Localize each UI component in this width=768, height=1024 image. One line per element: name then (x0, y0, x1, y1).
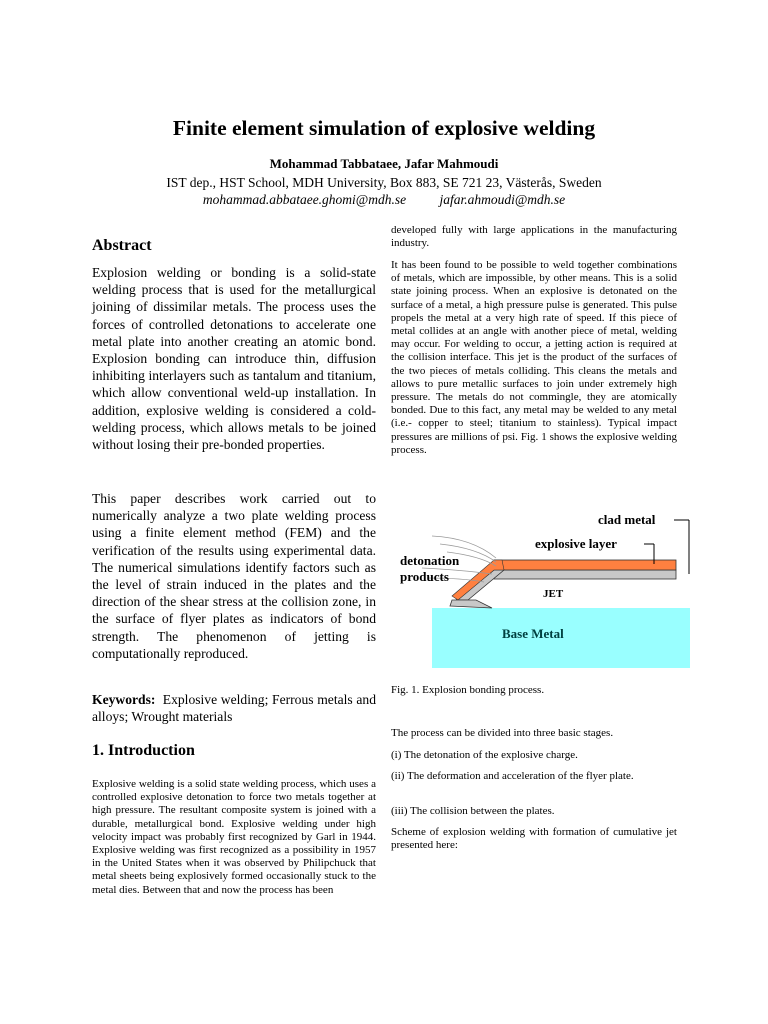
right-paragraph-2: The process can be divided into three basic stages. (391, 727, 614, 739)
introduction-heading-block (92, 742, 376, 760)
jet-wedge (450, 600, 492, 608)
keywords-paragraph (92, 691, 376, 725)
author-affiliation: IST dep., HST School, MDH University, Box 883, SE 721 23, Västerås, Sweden (166, 175, 602, 190)
right-paragraph-4-block (391, 770, 677, 783)
right-paragraph-1: It has been found to be possible to weld together combinations of metals, which are impossible, by other means. This is a solid state joining process. When an explosive is detonated on the surface of a metal, a high pressure pulse is generated. This pulse propels the metal at a very high rate of speed. If this piece of metal collides at an angle with another piece of metal, welding may occur. For welding to occur, a jetting action is required at the collision interface. This jet is the product of the surfaces of the two pieces of metals colliding. This cleans the metals and allows to pure metallic surfaces to join under extremely high pressure. The metals do not commingle, they are atomically bonded. Due to this fact, any metal may be welded to any metal (i.e.- copper to steel; titanium to stainless). Typical impact pressures are millions of psi. Fig. 1 shows the explosive welding process. (391, 259, 677, 456)
abstract-heading: Abstract (92, 237, 152, 254)
explosive-layer-strip (494, 560, 676, 570)
abstract-paragraph-2: This paper describes work carried out to numerically analyze a two plate welding process using a finite element method (FEM) and the verification of the results using experimental data. The numerical simulations identify factors such as the level of strain induced in the plates and the direction of the shear stress at the collision zone, in the surface of flyer plates as indicators of bond strength. The phenomenon of jetting is computationally reproduced. (92, 491, 376, 661)
explosive-layer-bent (452, 560, 504, 600)
abstract-paragraph-1-block (92, 264, 376, 453)
figure-caption: Fig. 1. Explosion bonding process. (391, 684, 545, 696)
right-paragraph-0-block (391, 224, 677, 250)
figure-explosion-bonding (392, 508, 690, 668)
paper-authors: Mohammad Tabbataee, Jafar Mahmoudi (269, 156, 499, 171)
right-paragraph-4: (ii) The deformation and acceleration of the flyer plate. (391, 770, 634, 782)
introduction-heading: 1. Introduction (92, 742, 195, 759)
author-email-1[interactable]: mohammad.abbataee.ghomi@mdh.se (202, 192, 407, 207)
figure-caption-block (391, 684, 677, 697)
right-paragraph-6: Scheme of explosion welding with formation of cumulative jet presented here: (391, 826, 677, 852)
keywords-label: Keywords: (92, 692, 156, 707)
figure-label-explosive-layer: explosive layer (535, 536, 617, 551)
author-emails (0, 192, 768, 208)
figure-label-products: products (400, 569, 449, 584)
right-paragraph-2-block (391, 727, 677, 740)
right-paragraph-6-block (391, 826, 677, 852)
right-paragraph-0: developed fully with large applications in the manufacturing industry. (391, 224, 677, 250)
figure-label-jet: JET (543, 588, 564, 600)
right-paragraph-3: (i) The detonation of the explosive charge. (391, 749, 578, 761)
right-paragraph-1-block (391, 259, 677, 457)
abstract-section (92, 237, 376, 255)
right-paragraph-3-block (391, 749, 677, 762)
right-paragraph-5: (iii) The collision between the plates. (391, 805, 555, 817)
author-email-2[interactable]: jafar.ahmoudi@mdh.se (439, 192, 566, 207)
abstract-paragraph-1: Explosion welding or bonding is a solid-state welding process that is used for the metallurgical joining of dissimilar metals. The process uses the forces of controlled detonations to accelerate one metal plate into another creating an atomic bond. Explosion bonding can introduce thin, diffusion inhibiting interlayers such as tantalum and titanium, which allow conventional weld-up installation. In addition, explosive welding is considered a cold-welding process, which allows metals to be joined without losing their pre-bonded properties. (92, 265, 376, 453)
parallel-base-plate (494, 570, 676, 579)
right-paragraph-5-block (391, 805, 677, 818)
abstract-paragraph-2-block (92, 490, 376, 662)
introduction-paragraph-1: Explosive welding is a solid state welding process, which uses a controlled explosive detonation to force two metals together at high pressure. The resultant composite system is joined with a durable, metallurgical bond. Explosive welding under high velocity impact was probably first recognized by Garl in 1944. Explosive welding was first recognized as a possibility in 1957 in the United States when it was observed by Philipchuck that metal sheets being explosively formed occasionally stuck to the metal dies. Between that and now the process has been (92, 778, 376, 896)
keywords-block (92, 691, 376, 725)
figure-label-clad-metal: clad metal (598, 512, 656, 527)
keywords-text: Explosive welding; Ferrous metals and alloys; Wrought materials (92, 692, 376, 725)
figure-label-detonation: detonation (400, 553, 460, 568)
paper-title: Finite element simulation of explosive welding (172, 116, 596, 140)
introduction-paragraph-block (92, 778, 376, 897)
figure-label-base-metal: Base Metal (502, 626, 564, 641)
